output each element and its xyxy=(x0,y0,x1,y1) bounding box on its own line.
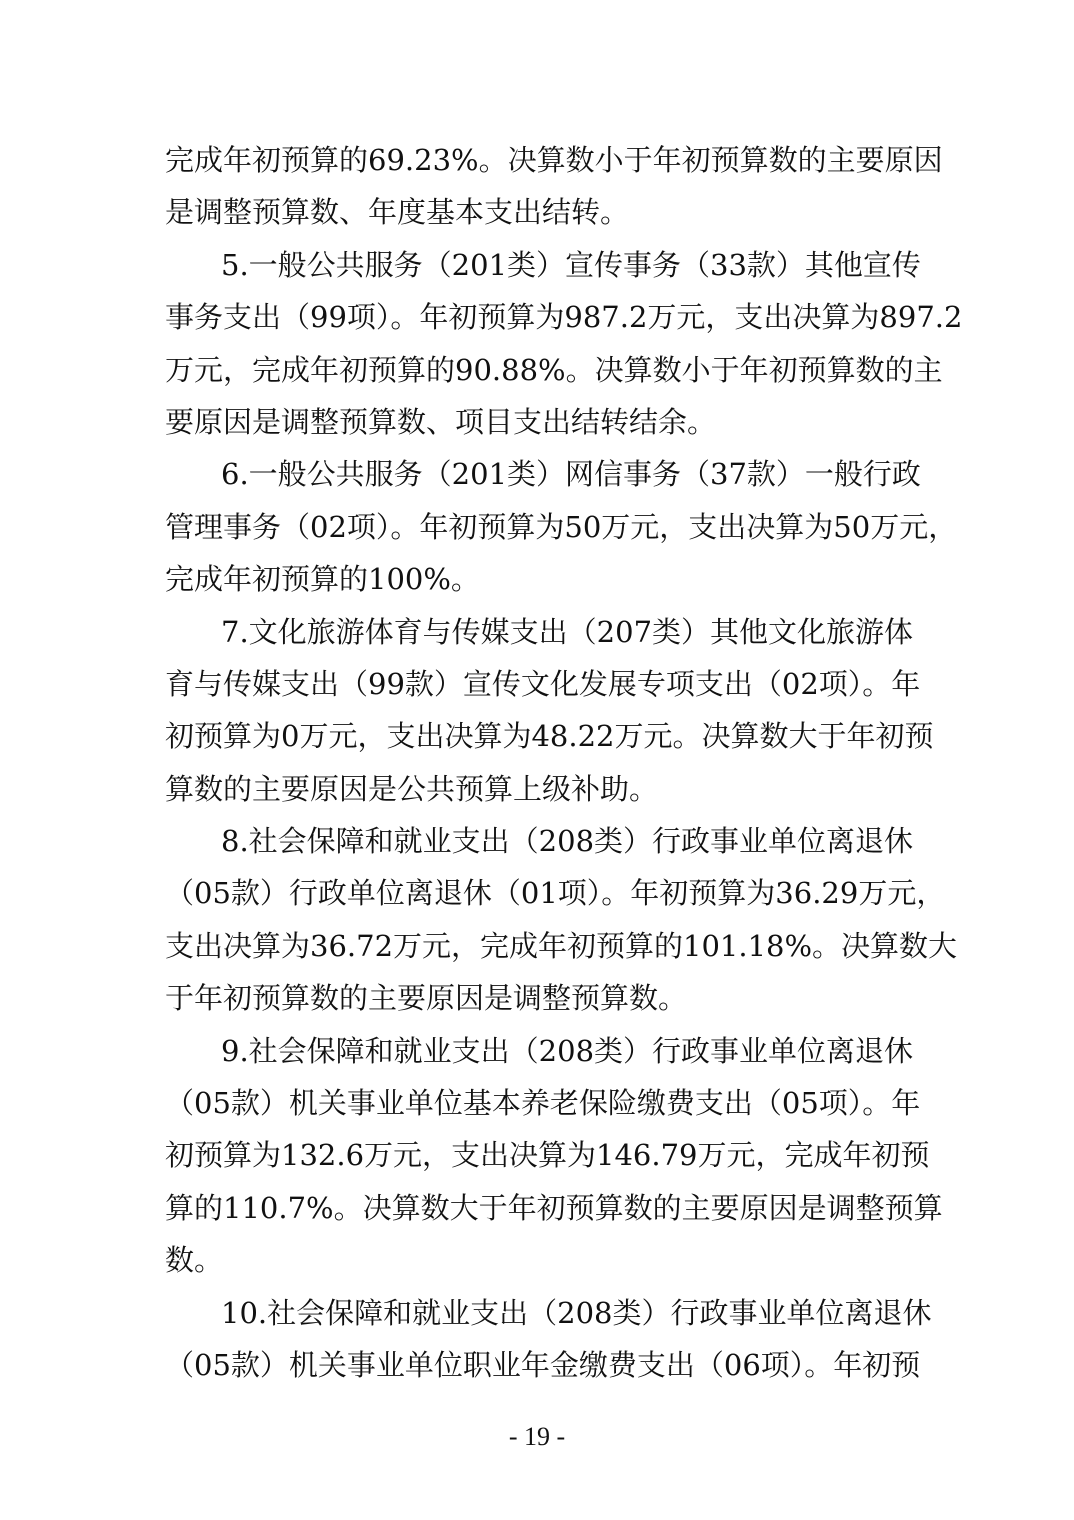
paragraph-first-line: 7.文化旅游体育与传媒支出（207类）其他文化旅游体 xyxy=(221,614,914,649)
text-line: 事务支出（99项）。年初预算为987.2万元，支出决算为897.2 xyxy=(165,300,963,335)
text-line: 初预算为132.6万元，支出决算为146.79万元，完成年初预 xyxy=(165,1138,930,1173)
text-line: 要原因是调整预算数、项目支出结转结余。 xyxy=(165,404,717,439)
text-line: 数。 xyxy=(165,1243,224,1278)
paragraph-first-line: 9.社会保障和就业支出（208类）行政事业单位离退休 xyxy=(221,1033,914,1068)
text-line: 育与传媒支出（99款）宣传文化发展专项支出（02项）。年 xyxy=(165,666,921,701)
text-line: （05款）行政单位离退休（01项）。年初预算为36.29万元， xyxy=(165,876,946,911)
text-line: （05款）机关事业单位基本养老保险缴费支出（05项）。年 xyxy=(165,1086,921,1121)
page-number: - 19 - xyxy=(508,1422,566,1451)
text-line: 算的110.7%。决算数大于年初预算数的主要原因是调整预算 xyxy=(165,1190,943,1225)
text-line: 完成年初预算的100%。 xyxy=(165,562,480,597)
text-line: 是调整预算数、年度基本支出结转。 xyxy=(165,195,630,230)
text-line: （05款）机关事业单位职业年金缴费支出（06项）。年初预 xyxy=(165,1347,921,1382)
text-line: 万元，完成年初预算的90.88%。决算数小于年初预算数的主 xyxy=(165,352,943,387)
paragraph-first-line: 10.社会保障和就业支出（208类）行政事业单位离退休 xyxy=(221,1295,932,1330)
text-line: 于年初预算数的主要原因是调整预算数。 xyxy=(165,981,688,1016)
text-line: 算数的主要原因是公共预算上级补助。 xyxy=(165,771,659,806)
paragraph-first-line: 8.社会保障和就业支出（208类）行政事业单位离退休 xyxy=(221,824,914,859)
paragraph-first-line: 6.一般公共服务（201类）网信事务（37款）一般行政 xyxy=(221,457,921,492)
text-line: 管理事务（02项）。年初预算为50万元，支出决算为50万元， xyxy=(165,509,958,544)
text-line: 完成年初预算的69.23%。决算数小于年初预算数的主要原因 xyxy=(165,143,943,177)
text-line: 初预算为0万元，支出决算为48.22万元。决算数大于年初预 xyxy=(165,719,934,754)
paragraph-first-line: 5.一般公共服务（201类）宣传事务（33款）其他宣传 xyxy=(221,247,921,282)
text-line: 支出决算为36.72万元，完成年初预算的101.18%。决算数大 xyxy=(165,928,958,963)
document-body xyxy=(165,134,963,1391)
